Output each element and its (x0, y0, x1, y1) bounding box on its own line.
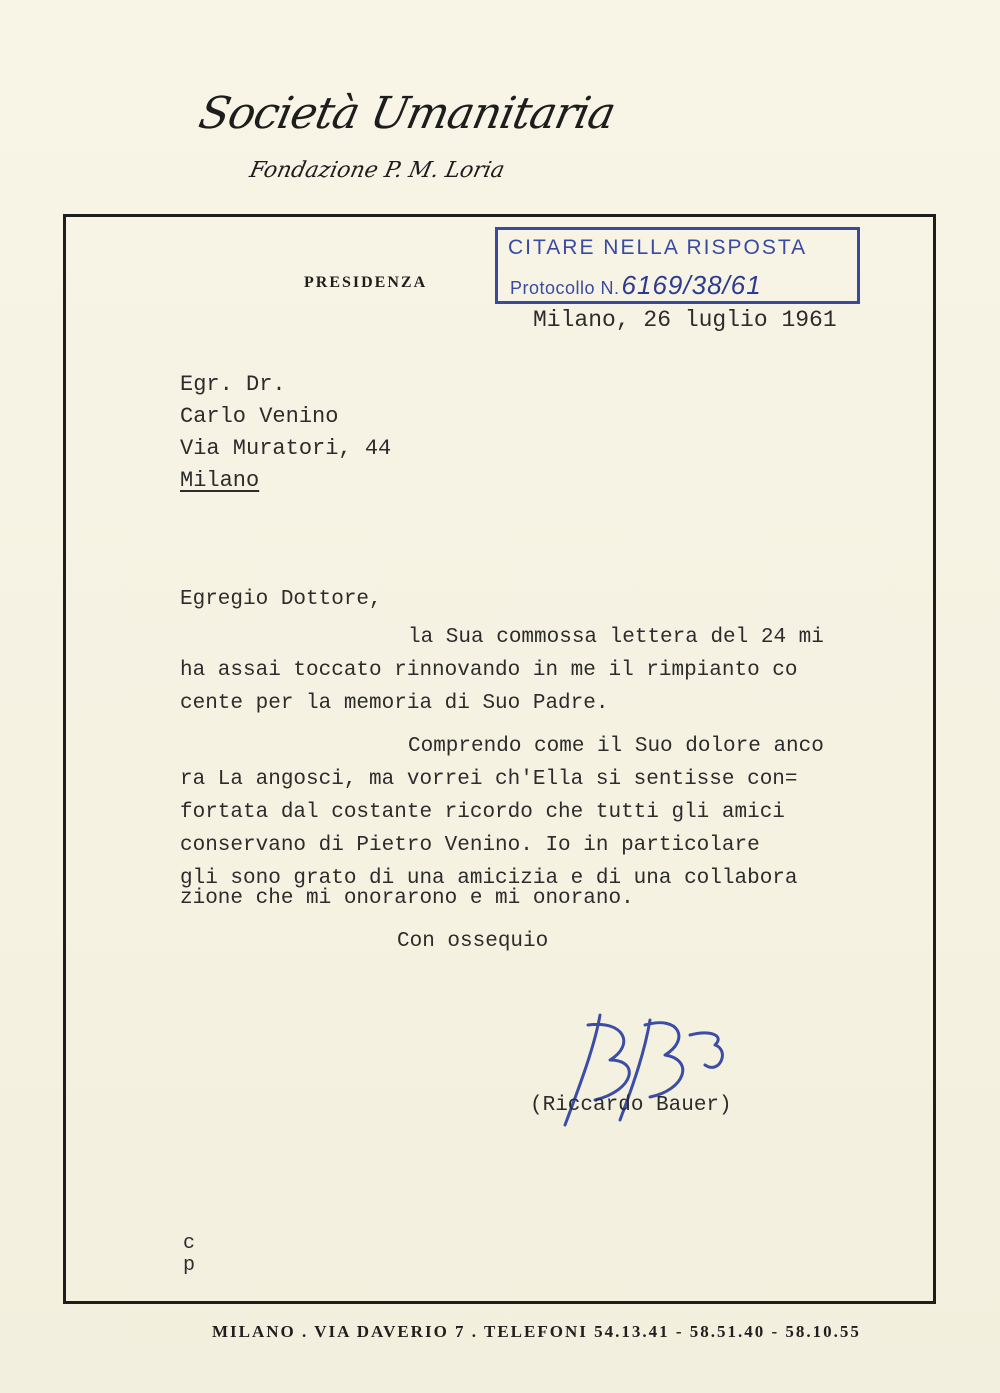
recipient-street: Via Muratori, 44 (180, 436, 392, 461)
body-line: cente per la memoria di Suo Padre. (180, 692, 609, 715)
signatory-name: (Riccardo Bauer) (530, 1094, 732, 1117)
letterhead-subtitle: Fondazione P. M. Loria (247, 158, 507, 183)
greeting: Egregio Dottore, (180, 588, 382, 611)
letterhead-title: Società Umanitaria (194, 88, 620, 139)
closing: Con ossequio (397, 930, 549, 953)
body-line: zione che mi onorarono e mi onorano. (180, 887, 634, 910)
stamp-protocol-number: 6169/38/61 (621, 270, 762, 300)
body-line: ra La angosci, ma vorrei ch'Ella si sentisse con= (180, 768, 798, 791)
recipient-name: Carlo Venino (180, 404, 339, 429)
recipient-city: Milano (180, 468, 260, 493)
body-line: conservano di Pietro Venino. Io in particolare (180, 834, 760, 857)
body-line: Comprendo come il Suo dolore anco (408, 735, 824, 758)
body-line: fortata dal costante ricordo che tutti gli amici (180, 801, 785, 824)
department-label: PRESIDENZA (304, 274, 428, 291)
stamp-protocol-label: Protocollo N. (510, 278, 620, 298)
body-line: la Sua commossa lettera del 24 mi (408, 626, 824, 649)
initials-line-2: p (183, 1254, 196, 1277)
stamp-protocol-line (510, 270, 762, 301)
recipient-title: Egr. Dr. (180, 372, 286, 397)
body-line: ha assai toccato rinnovando in me il rimpianto co (180, 659, 798, 682)
body-line: gli sono grato di una amicizia e di una collabora (180, 867, 798, 890)
protocol-stamp (495, 227, 860, 304)
letterhead-footer: MILANO . VIA DAVERIO 7 . TELEFONI 54.13.41 - 58.51.40 - 58.10.55 (212, 1322, 861, 1341)
stamp-heading: CITARE NELLA RISPOSTA (508, 236, 808, 259)
initials-line-1: c (183, 1232, 196, 1255)
letter-date: Milano, 26 luglio 1961 (533, 307, 837, 333)
